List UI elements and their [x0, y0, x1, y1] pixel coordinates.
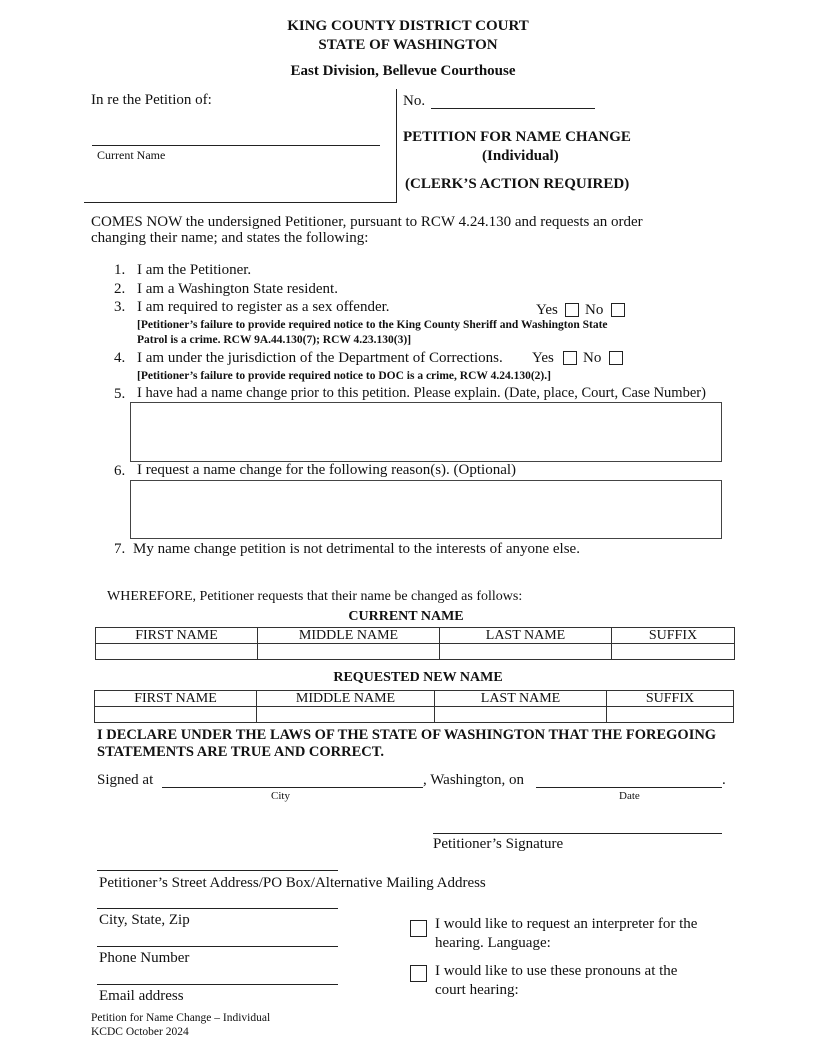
- item-3-note-2: Patrol is a crime. RCW 9A.44.130(7); RCW 4.23.130(3)]: [137, 334, 412, 346]
- doc-title: PETITION FOR NAME CHANGE: [403, 129, 631, 145]
- current-name-heading: CURRENT NAME: [348, 609, 464, 624]
- current-name-line: [92, 145, 380, 146]
- requested-suffix-cell[interactable]: [607, 707, 734, 723]
- current-middle-name-cell[interactable]: [258, 644, 440, 660]
- clerk-action: (CLERK’S ACTION REQUIRED): [405, 176, 630, 192]
- requested-middle-name-cell[interactable]: [257, 707, 435, 723]
- current-first-name-cell[interactable]: [96, 644, 258, 660]
- signed-city-field[interactable]: [162, 787, 423, 788]
- name-change-reason-box[interactable]: [130, 480, 722, 539]
- item-3-no-label: No: [585, 302, 604, 318]
- item-4-no-checkbox[interactable]: [609, 351, 623, 365]
- item-2-number: 2.: [114, 281, 126, 297]
- requested-first-name-cell[interactable]: [95, 707, 257, 723]
- court-name: KING COUNTY DISTRICT COURT: [287, 18, 529, 34]
- item-2-text: I am a Washington State resident.: [137, 281, 338, 297]
- current-last-name-header: LAST NAME: [440, 628, 612, 644]
- item-4-no-label: No: [583, 350, 602, 366]
- item-6-text: I request a name change for the following reason(s). (Optional): [137, 462, 517, 478]
- phone-label: Phone Number: [99, 950, 190, 966]
- requested-name-heading: REQUESTED NEW NAME: [333, 670, 503, 685]
- item-6-number: 6.: [114, 463, 126, 479]
- interpreter-checkbox[interactable]: [410, 920, 427, 937]
- washington-on-label: , Washington, on: [423, 772, 525, 788]
- requested-name-table: [94, 690, 734, 723]
- doc-subtitle: (Individual): [482, 148, 559, 164]
- signed-period: .: [722, 772, 726, 788]
- prior-name-change-explanation-box[interactable]: [130, 402, 722, 462]
- signed-date-field[interactable]: [536, 787, 722, 788]
- email-line[interactable]: [97, 984, 338, 985]
- current-last-name-cell[interactable]: [440, 644, 612, 660]
- phone-line[interactable]: [97, 946, 338, 947]
- intro-line-2: changing their name; and states the following:: [91, 230, 369, 246]
- item-3-no-checkbox[interactable]: [611, 303, 625, 317]
- city-state-zip-label: City, State, Zip: [99, 912, 190, 928]
- current-first-name-header: FIRST NAME: [96, 628, 258, 644]
- item-5-text: I have had a name change prior to this petition. Please explain. (Date, place, Court, Case Number): [137, 385, 706, 401]
- item-3-number: 3.: [114, 299, 126, 315]
- current-name-header-row: [96, 628, 735, 644]
- city-state-zip-line[interactable]: [97, 908, 338, 909]
- interpreter-text-1: I would like to request an interpreter for the: [435, 916, 698, 932]
- item-1-text: I am the Petitioner.: [137, 262, 252, 278]
- case-number-label: No.: [403, 93, 426, 109]
- item-7-number: 7.: [114, 541, 126, 557]
- caption-divider-bottom: [84, 202, 396, 203]
- current-name-entry-row: [96, 644, 735, 660]
- item-4-yes-label: Yes: [532, 350, 554, 366]
- current-suffix-cell[interactable]: [612, 644, 735, 660]
- item-4-note: [Petitioner’s failure to provide required notice to DOC is a crime, RCW 4.24.130(2).]: [137, 370, 551, 382]
- item-7-text: My name change petition is not detrimental to the interests of anyone else.: [133, 541, 580, 557]
- in-re-label: In re the Petition of:: [91, 92, 212, 108]
- intro-line-1: COMES NOW the undersigned Petitioner, pursuant to RCW 4.24.130 and requests an order: [91, 214, 643, 230]
- declaration-line-2: STATEMENTS ARE TRUE AND CORRECT.: [97, 744, 384, 760]
- petitioner-signature-line[interactable]: [433, 833, 722, 834]
- interpreter-text-2: hearing. Language:: [435, 935, 551, 951]
- state-name: STATE OF WASHINGTON: [318, 37, 498, 53]
- declaration-line-1: I DECLARE UNDER THE LAWS OF THE STATE OF WASHINGTON THAT THE FOREGOING: [97, 727, 717, 743]
- pronouns-checkbox[interactable]: [410, 965, 427, 982]
- requested-last-name-header: LAST NAME: [435, 691, 607, 707]
- requested-name-entry-row: [95, 707, 734, 723]
- current-name-label: Current Name: [97, 148, 166, 162]
- email-label: Email address: [99, 988, 184, 1004]
- pronouns-text-2: court hearing:: [435, 982, 519, 998]
- address-label: Petitioner’s Street Address/PO Box/Alternative Mailing Address: [99, 875, 486, 891]
- item-4-number: 4.: [114, 350, 126, 366]
- item-5-number: 5.: [114, 386, 126, 402]
- division-name: East Division, Bellevue Courthouse: [290, 63, 516, 79]
- signed-at-label: Signed at: [97, 772, 154, 788]
- footer-form-name: Petition for Name Change – Individual: [91, 1012, 271, 1024]
- item-4-yes-checkbox[interactable]: [563, 351, 577, 365]
- current-suffix-header: SUFFIX: [612, 628, 735, 644]
- date-caption: Date: [619, 790, 640, 802]
- item-1-number: 1.: [114, 262, 126, 278]
- case-number-field[interactable]: [431, 108, 595, 109]
- item-3-note-1: [Petitioner’s failure to provide required notice to the King County Sheriff and Washington State: [137, 319, 608, 331]
- city-caption: City: [271, 790, 290, 802]
- caption-divider-vertical: [396, 89, 397, 203]
- petitioner-signature-label: Petitioner’s Signature: [433, 836, 564, 852]
- requested-name-header-row: [95, 691, 734, 707]
- current-name-table: [95, 627, 735, 660]
- requested-middle-name-header: MIDDLE NAME: [257, 691, 435, 707]
- item-3-yes-label: Yes: [536, 302, 558, 318]
- requested-last-name-cell[interactable]: [435, 707, 607, 723]
- item-3-yes-checkbox[interactable]: [565, 303, 579, 317]
- item-3-text: I am required to register as a sex offender.: [137, 299, 390, 315]
- address-line[interactable]: [97, 870, 338, 871]
- requested-suffix-header: SUFFIX: [607, 691, 734, 707]
- current-middle-name-header: MIDDLE NAME: [258, 628, 440, 644]
- requested-first-name-header: FIRST NAME: [95, 691, 257, 707]
- footer-form-version: KCDC October 2024: [91, 1026, 189, 1038]
- pronouns-text-1: I would like to use these pronouns at the: [435, 963, 678, 979]
- item-4-text: I am under the jurisdiction of the Department of Corrections.: [137, 350, 503, 366]
- wherefore-text: WHEREFORE, Petitioner requests that their name be changed as follows:: [107, 589, 523, 604]
